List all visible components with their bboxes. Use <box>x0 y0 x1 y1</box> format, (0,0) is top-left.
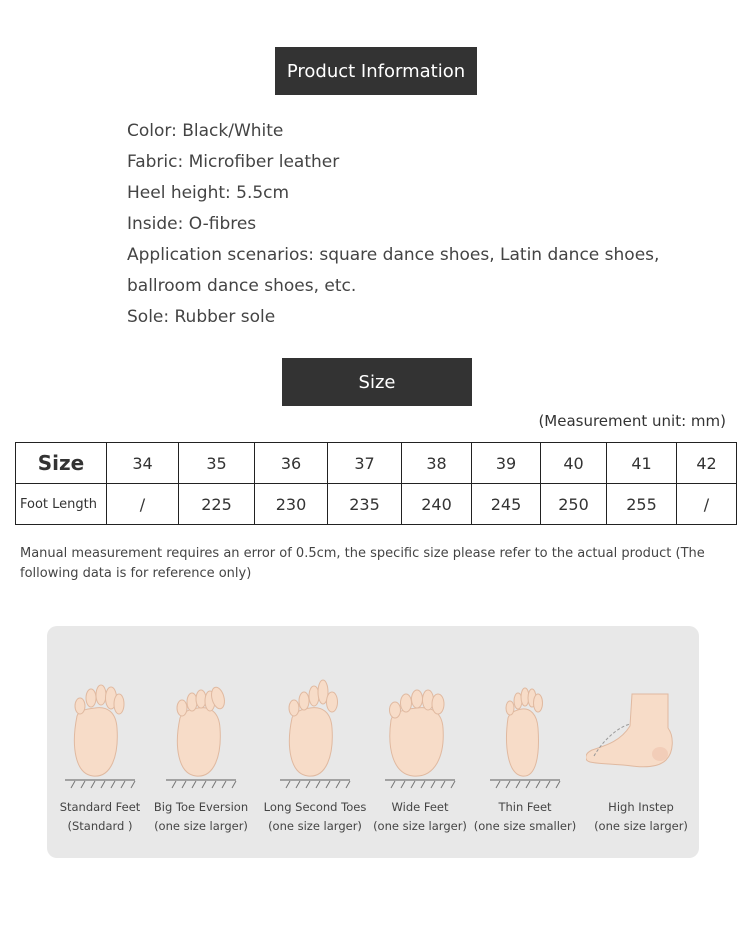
foot-type-panel <box>47 626 699 858</box>
size-row <box>16 443 737 484</box>
foot-length-cell: 230 <box>255 484 328 525</box>
foot-type-wide <box>365 626 475 858</box>
size-chart-table <box>15 442 737 525</box>
foot-type-big-toe-eversion <box>146 626 256 858</box>
info-application: Application scenarios: square dance shoes, Latin dance shoes, ballroom dance shoes, etc. <box>127 245 660 296</box>
long-second-toe-foot-icon <box>260 676 370 796</box>
foot-length-row-label: Foot Length <box>16 484 107 525</box>
foot-type-caption <box>460 798 590 836</box>
size-cell: 38 <box>402 443 472 484</box>
size-cell: 34 <box>107 443 179 484</box>
size-heading <box>282 358 472 406</box>
foot-length-cell: / <box>677 484 737 525</box>
foot-type-name: Standard Feet <box>59 800 141 814</box>
foot-length-cell: 240 <box>402 484 472 525</box>
product-information-heading <box>275 47 477 95</box>
foot-length-cell: 255 <box>607 484 677 525</box>
foot-type-advice: (one size larger) <box>594 819 688 833</box>
foot-type-advice: (one size smaller) <box>473 819 577 833</box>
size-cell: 35 <box>179 443 255 484</box>
info-heel-height: Heel height: 5.5cm <box>127 183 290 203</box>
foot-type-long-second-toe <box>260 626 370 858</box>
info-sole: Sole: Rubber sole <box>127 307 276 327</box>
info-color: Color: Black/White <box>127 121 284 141</box>
foot-length-cell: / <box>107 484 179 525</box>
big-toe-eversion-foot-icon <box>146 676 256 796</box>
size-cell: 40 <box>541 443 607 484</box>
size-cell: 41 <box>607 443 677 484</box>
measurement-disclaimer: Manual measurement requires an error of 0.5cm, the specific size please refer to the actual product (The following data is for reference only) <box>20 546 705 581</box>
size-cell: 36 <box>255 443 328 484</box>
foot-type-caption <box>576 798 706 836</box>
size-heading-text: Size <box>358 371 396 393</box>
foot-type-name: Big Toe Eversion <box>153 800 249 814</box>
foot-type-name: Thin Feet <box>498 800 552 814</box>
foot-length-cell: 225 <box>179 484 255 525</box>
foot-type-name: High Instep <box>608 800 674 814</box>
foot-type-name: Wide Feet <box>391 800 449 814</box>
size-cell: 39 <box>472 443 541 484</box>
product-information-heading-text: Product Information <box>286 60 466 82</box>
measurement-unit-note: (Measurement unit: mm) <box>538 412 726 430</box>
foot-type-name: Long Second Toes <box>263 800 367 814</box>
foot-type-advice: (one size larger) <box>268 819 362 833</box>
info-inside: Inside: O-fibres <box>127 214 257 234</box>
size-cell: 37 <box>328 443 402 484</box>
foot-length-cell: 245 <box>472 484 541 525</box>
foot-type-high-instep <box>586 626 696 858</box>
wide-foot-icon <box>365 676 475 796</box>
info-fabric: Fabric: Microfiber leather <box>127 152 340 172</box>
thin-foot-icon <box>470 676 580 796</box>
foot-length-row <box>16 484 737 525</box>
size-row-label: Size <box>16 443 107 484</box>
high-instep-foot-icon <box>586 676 696 796</box>
foot-length-cell: 250 <box>541 484 607 525</box>
size-cell: 42 <box>677 443 737 484</box>
foot-type-advice: (Standard ) <box>67 819 133 833</box>
standard-foot-icon <box>45 676 155 796</box>
foot-type-advice: (one size larger) <box>373 819 467 833</box>
foot-type-advice: (one size larger) <box>154 819 248 833</box>
foot-length-cell: 235 <box>328 484 402 525</box>
foot-type-caption <box>136 798 266 836</box>
product-info-list <box>127 116 727 333</box>
foot-type-thin <box>470 626 580 858</box>
